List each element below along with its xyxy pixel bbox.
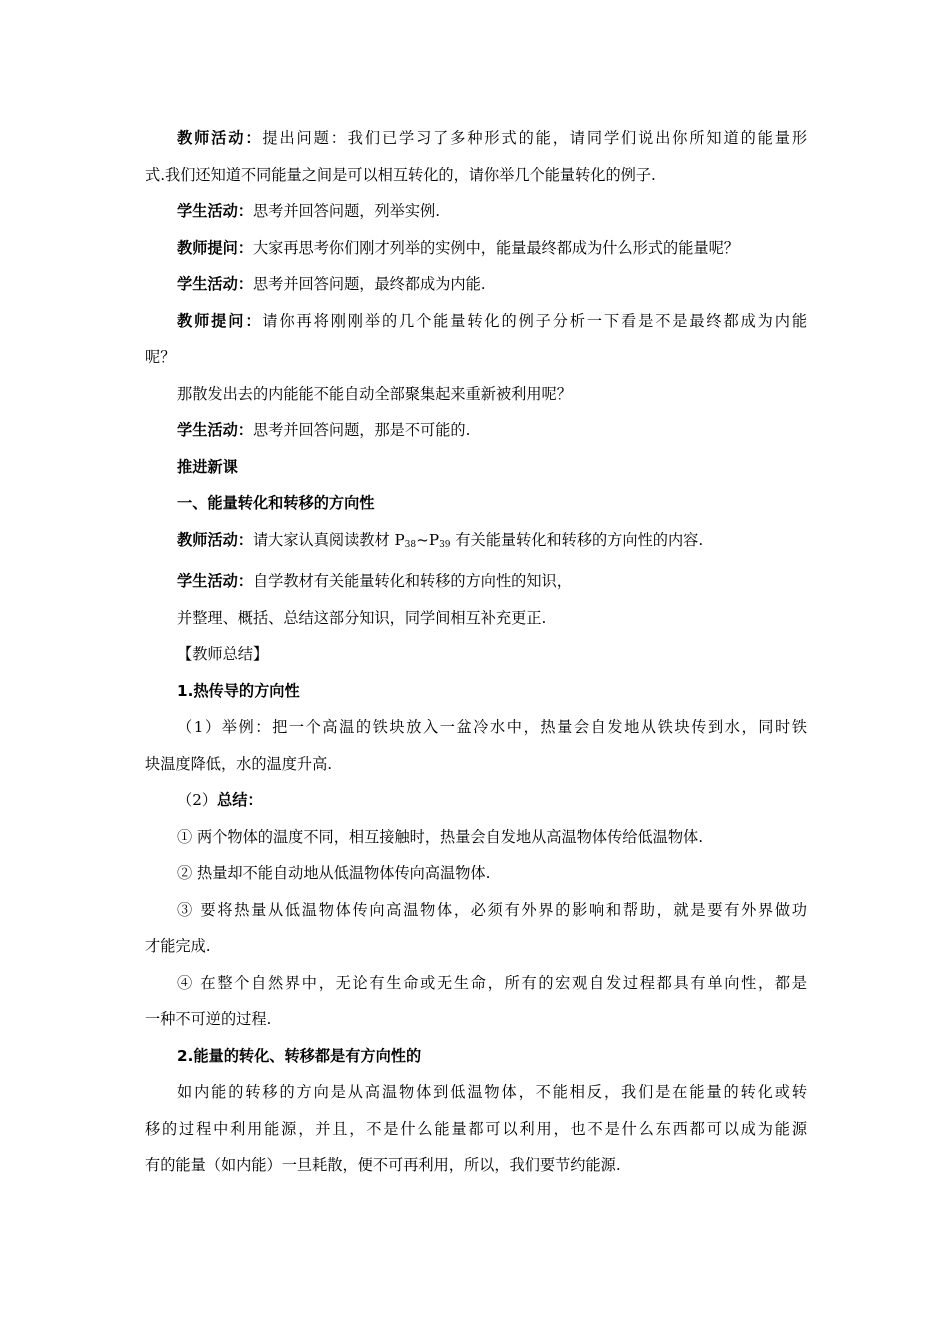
heading-energy-direction: 2.能量的转化、转移都是有方向性的 [177,1046,422,1065]
heading-new-lesson: 推进新课 [177,457,238,476]
text: 移的过程中利用能源，并且，不是什么能量都可以利用，也不是什么东西都可以成为能源 [145,1119,807,1138]
text: 一种不可逆的过程. [145,1010,272,1028]
text: ③ 要将热量从低温物体传向高温物体，必须有外界的影响和帮助，就是要有外界做功 [177,900,807,919]
text: 思考并回答问题，最终都成为内能. [252,275,486,293]
page-subscript: 39 [439,539,451,550]
paragraph-continuation [145,746,807,783]
text: 思考并回答问题，列举实例. [252,202,441,220]
paragraph-student-activity-2 [145,266,807,303]
text: 大家再思考你们刚才列举的实例中，能量最终都成为什么形式的能量呢？ [252,238,739,257]
paragraph-student-activity-3 [145,412,807,449]
text: 有的能量（如内能）一旦耗散，便不可再利用，所以，我们要节约能源. [145,1156,621,1174]
text: 提出问题：我们已学习了多种形式的能，请同学们说出你所知道的能量形 [262,129,807,147]
heading-section-1: 一、能量转化和转移的方向性 [177,494,375,512]
text: 式.我们还知道不同能量之间是可以相互转化的，请你举几个能量转化的例子. [145,165,656,184]
paragraph-summary-label [145,782,807,819]
list-item-4 [145,965,807,1002]
label-student-activity: 学生活动： [177,572,253,590]
text: 请大家认真阅读教材 P [252,530,405,549]
text: （2） [177,791,218,809]
text: （1）举例：把一个高温的铁块放入一盆冷水中，热量会自发地从铁块传到水，同时铁 [177,718,807,736]
text: 呢？ [145,348,176,366]
text: 自学教材有关能量转化和转移的方向性的知识， [252,572,572,590]
paragraph-teacher-activity-1 [145,120,807,157]
paragraph-continuation [145,1147,807,1184]
list-item-2: ② 热量却不能自动地从低温物体传向高温物体. [177,864,491,882]
label-student-activity: 学生活动： [177,275,253,293]
paragraph-continuation [145,1001,807,1038]
paragraph-text: 并整理、概括、总结这部分知识，同学间相互补充更正. [177,608,547,627]
paragraph-teacher-question-1 [145,230,807,267]
label-teacher-question: 教师提问： [177,238,253,257]
paragraph-student-activity-4 [145,563,807,600]
text: ④ 在整个自然界中，无论有生命或无生命，所有的宏观自发过程都具有单向性，都是 [177,973,807,992]
paragraph-student-activity-1 [145,193,807,230]
text: 块温度降低，水的温度升高. [145,754,333,773]
label-teacher-activity: 教师活动： [177,530,253,549]
paragraph-teacher-summary: 【教师总结】 [177,645,269,663]
paragraph-question [145,376,807,413]
heading-heat-conduction: 1.热传导的方向性 [177,681,300,700]
paragraph-teacher-question-2 [145,303,807,340]
paragraph-continuation [145,928,807,965]
document-page [145,120,807,1184]
label-teacher-activity: 教师活动： [177,129,263,147]
text: ~P [416,530,440,549]
label-teacher-question: 教师提问： [177,311,263,330]
text: 请你再将刚刚举的几个能量转化的例子分析一下看是不是最终都成为内能 [262,311,807,330]
paragraph-teacher-activity-2 [145,522,807,564]
text: 才能完成. [145,937,211,955]
label-student-activity: 学生活动： [177,421,253,439]
text: 思考并回答问题，那是不可能的. [252,421,471,439]
page-subscript: 38 [404,539,417,550]
text: 如内能的转移的方向是从高温物体到低温物体，不能相反，我们是在能量的转化或转 [177,1083,807,1101]
paragraph-conclusion [145,1074,807,1111]
list-item-1: ① 两个物体的温度不同，相互接触时，热量会自发地从高温物体传给低温物体. [177,827,704,846]
text: 有关能量转化和转移的方向性的内容. [450,530,704,549]
text: 那散发出去的内能能不能自动全部聚集起来重新被利用呢？ [177,384,572,403]
paragraph-continuation [145,1111,807,1148]
paragraph-continuation [145,339,807,376]
paragraph-example [145,709,807,746]
list-item-3 [145,892,807,929]
paragraph-continuation [145,157,807,194]
label-summary: 总结： [217,791,263,809]
label-student-activity: 学生活动： [177,202,253,220]
